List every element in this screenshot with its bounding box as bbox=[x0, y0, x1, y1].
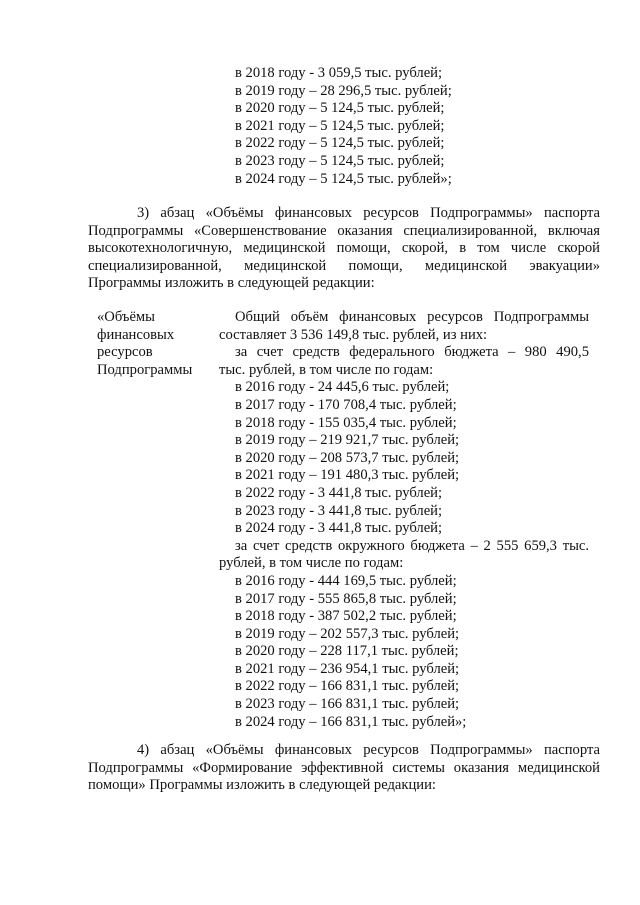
okrug-line-1: за счет средств окружного бюджета – 2 555 659,3 тыс. bbox=[235, 537, 589, 554]
federal-year-line: в 2023 году - 3 441,8 тыс. рублей; bbox=[235, 502, 443, 519]
okrug-year-line: в 2022 году – 166 831,1 тыс. рублей; bbox=[235, 678, 460, 695]
okrug-year-line: в 2018 году - 387 502,2 тыс. рублей; bbox=[235, 608, 457, 625]
funding-years-list-previous bbox=[235, 65, 452, 188]
paragraph-3: 3) абзац «Объёмы финансовых ресурсов Подпрограммы» паспорта Подпрограммы «Совершенствование оказания специализированной, включая высокотехнологичную, медицинской помощи, скорой, в том числе скорой специализированной, медицинской помощи, медицинской эвакуации» Программы изложить в следующей редакции: bbox=[88, 205, 600, 292]
okrug-year-line: в 2020 году – 228 117,1 тыс. рублей; bbox=[235, 643, 459, 660]
federal-year-line: в 2018 году - 155 035,4 тыс. рублей; bbox=[235, 414, 457, 431]
section-content bbox=[219, 309, 589, 731]
year-line: в 2024 году – 5 124,5 тыс. рублей»; bbox=[235, 170, 452, 187]
year-line: в 2018 году - 3 059,5 тыс. рублей; bbox=[235, 65, 443, 81]
federal-year-line: в 2021 году – 191 480,3 тыс. рублей; bbox=[235, 467, 460, 484]
okrug-year-line: в 2021 году – 236 954,1 тыс. рублей; bbox=[235, 660, 460, 677]
federal-year-line: в 2022 году - 3 441,8 тыс. рублей; bbox=[235, 484, 443, 501]
year-line: в 2022 году – 5 124,5 тыс. рублей; bbox=[235, 135, 445, 152]
section-label bbox=[97, 309, 192, 379]
total-line-2: составляет 3 536 149,8 тыс. рублей, из них: bbox=[219, 326, 488, 343]
label-line: «Объёмы bbox=[97, 309, 155, 325]
federal-year-line: в 2020 году – 208 573,7 тыс. рублей; bbox=[235, 449, 460, 466]
label-line: ресурсов bbox=[97, 344, 153, 361]
label-line: Подпрограммы bbox=[97, 361, 193, 378]
year-line: в 2021 году – 5 124,5 тыс. рублей; bbox=[235, 117, 445, 134]
total-line-1: Общий объём финансовых ресурсов Подпрограммы bbox=[235, 309, 589, 325]
federal-line-2: тыс. рублей, в том числе по годам: bbox=[219, 361, 434, 378]
federal-year-line: в 2017 году - 170 708,4 тыс. рублей; bbox=[235, 396, 457, 413]
year-line: в 2023 году – 5 124,5 тыс. рублей; bbox=[235, 152, 445, 169]
okrug-line-2: рублей, в том числе по годам: bbox=[219, 555, 404, 572]
federal-year-line: в 2019 году – 219 921,7 тыс. рублей; bbox=[235, 432, 460, 449]
federal-year-line: в 2016 году - 24 445,6 тыс. рублей; bbox=[235, 379, 450, 396]
year-line: в 2020 году – 5 124,5 тыс. рублей; bbox=[235, 100, 445, 117]
okrug-year-line: в 2019 году – 202 557,3 тыс. рублей; bbox=[235, 625, 460, 642]
okrug-year-line: в 2016 году - 444 169,5 тыс. рублей; bbox=[235, 572, 457, 589]
federal-line-1: за счет средств федерального бюджета – 980 490,5 bbox=[235, 344, 589, 361]
label-line: финансовых bbox=[97, 326, 175, 343]
okrug-year-line: в 2023 году – 166 831,1 тыс. рублей; bbox=[235, 696, 460, 713]
okrug-year-line: в 2017 году - 555 865,8 тыс. рублей; bbox=[235, 590, 457, 607]
okrug-year-line: в 2024 году – 166 831,1 тыс. рублей»; bbox=[235, 713, 467, 730]
federal-year-line: в 2024 году - 3 441,8 тыс. рублей; bbox=[235, 520, 443, 537]
paragraph-4: 4) абзац «Объёмы финансовых ресурсов Подпрограммы» паспорта Подпрограммы «Формирование эффективной системы оказания медицинской помощи» Программы изложить в следующей редакции: bbox=[88, 742, 600, 794]
year-line: в 2019 году – 28 296,5 тыс. рублей; bbox=[235, 82, 452, 99]
